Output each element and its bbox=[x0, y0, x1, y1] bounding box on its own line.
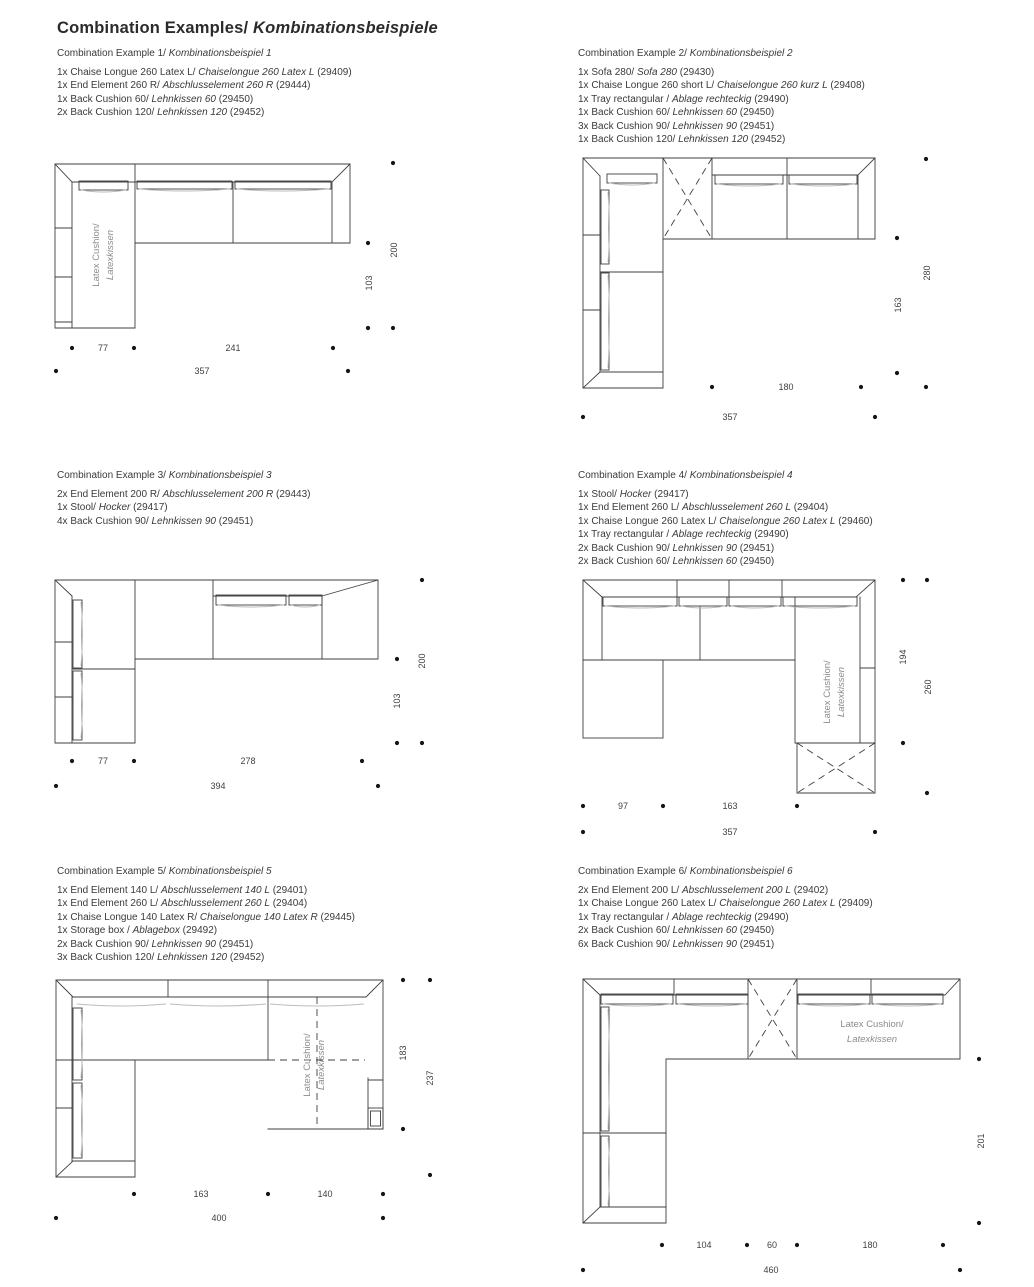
dim-label: 77 bbox=[97, 756, 109, 766]
dim-label: 163 bbox=[722, 801, 738, 811]
latex-cushion-label: Latex Cushion/ bbox=[822, 660, 833, 724]
page-title bbox=[57, 19, 438, 38]
back-cushions bbox=[603, 597, 857, 608]
part-item: 6x Back Cushion 90/ Lehnkissen 90 (29451) bbox=[578, 938, 775, 950]
part-item: 2x Back Cushion 90/ Lehnkissen 90 (29451) bbox=[578, 542, 775, 554]
page-title-en: Combination Examples/ bbox=[57, 19, 249, 38]
part-item: 1x End Element 260 L/ Abschlusselement 260 L (29404) bbox=[578, 502, 829, 514]
dim-label: 104 bbox=[696, 1240, 712, 1250]
part-item: 1x End Element 260 L/ Abschlusselement 260 L (29404) bbox=[57, 898, 308, 910]
part-item: 1x Chaise Longue 260 Latex L/ Chaiselongue 260 Latex L (29409) bbox=[578, 898, 873, 910]
part-item: 1x Tray rectangular / Ablage rechteckig (29490) bbox=[578, 529, 789, 541]
example-3-block bbox=[57, 470, 527, 528]
part-item: 3x Back Cushion 90/ Lehnkissen 90 (29451) bbox=[578, 120, 775, 132]
figure-combination-3 bbox=[40, 555, 460, 800]
part-item: 2x Back Cushion 60/ Lehnkissen 60 (29450) bbox=[578, 925, 775, 937]
part-item: 1x Back Cushion 60/ Lehnkissen 60 (29450) bbox=[578, 107, 775, 119]
sofa-outline bbox=[55, 580, 378, 743]
dim-label: 278 bbox=[240, 756, 256, 766]
dim-label: 103 bbox=[364, 275, 374, 291]
latex-cushion-label: Latexkissen bbox=[846, 1034, 898, 1045]
back-cushions bbox=[73, 595, 322, 740]
figure-combination-4 bbox=[560, 570, 1020, 845]
part-item: 1x Back Cushion 120/ Lehnkissen 120 (29452) bbox=[578, 134, 786, 146]
part-item: 1x Sofa 280/ Sofa 280 (29430) bbox=[578, 67, 715, 78]
dim-label: 60 bbox=[766, 1240, 778, 1250]
dimension-dots bbox=[581, 1057, 981, 1272]
latex-cushion-label: Latex Cushion/ bbox=[91, 223, 102, 287]
dim-label: 103 bbox=[392, 693, 402, 709]
part-item: 1x Chaise Longue 140 Latex R/ Chaiselongue 140 Latex R (29445) bbox=[57, 911, 356, 923]
example-2-heading: Combination Example 2/ Kombinationsbeispiel 2 bbox=[578, 48, 793, 59]
dim-label: 260 bbox=[923, 679, 933, 695]
dim-label: 241 bbox=[225, 343, 241, 353]
dim-label: 97 bbox=[617, 801, 629, 811]
dimension-labels bbox=[696, 1133, 986, 1275]
dim-label: 140 bbox=[317, 1189, 333, 1199]
part-item: 1x Chaise Longue 260 short L/ Chaiselongue 260 kurz L (29408) bbox=[578, 80, 865, 92]
figure-combination-6 bbox=[560, 965, 1034, 1287]
example-6-heading: Combination Example 6/ Kombinationsbeispiel 6 bbox=[578, 866, 793, 877]
part-item: 4x Back Cushion 90/ Lehnkissen 90 (29451) bbox=[57, 515, 254, 527]
dimension-dots bbox=[581, 578, 929, 834]
example-1-heading: Combination Example 1/ Kombinationsbeispiel 1 bbox=[57, 48, 272, 59]
dimension-dots bbox=[54, 578, 424, 788]
part-item: 1x Stool/ Hocker (29417) bbox=[57, 502, 168, 514]
latex-cushion-label: Latexkissen bbox=[316, 1039, 327, 1091]
part-item: 1x Stool/ Hocker (29417) bbox=[578, 489, 689, 500]
part-item: 3x Back Cushion 120/ Lehnkissen 120 (29452) bbox=[57, 952, 265, 964]
dimension-labels bbox=[722, 265, 932, 422]
part-item: 2x Back Cushion 60/ Lehnkissen 60 (29450) bbox=[578, 556, 775, 568]
dim-label: 180 bbox=[778, 382, 794, 392]
dim-label: 180 bbox=[862, 1240, 878, 1250]
example-4-block bbox=[578, 470, 1034, 568]
example-6-block bbox=[578, 866, 1034, 951]
part-item: 1x End Element 140 L/ Abschlusselement 140 L (29401) bbox=[57, 885, 308, 896]
tray-x bbox=[748, 979, 797, 1059]
latex-cushion-label: Latex Cushion/ bbox=[840, 1019, 904, 1030]
part-item: 1x Tray rectangular / Ablage rechteckig (29490) bbox=[578, 93, 789, 105]
latex-cushion-label: Latex Cushion/ bbox=[302, 1033, 313, 1097]
dim-label: 460 bbox=[763, 1265, 779, 1275]
figure-combination-1 bbox=[40, 140, 460, 385]
part-item: 1x Back Cushion 60/ Lehnkissen 60 (29450) bbox=[57, 93, 254, 105]
dim-label: 394 bbox=[210, 781, 226, 791]
sofa-outline bbox=[583, 979, 960, 1223]
example-4-heading: Combination Example 4/ Kombinationsbeispiel 4 bbox=[578, 470, 793, 481]
dim-label: 200 bbox=[417, 653, 427, 669]
page-title-de: Kombinationsbeispiele bbox=[253, 19, 438, 38]
part-item: 2x End Element 200 L/ Abschlusselement 200 L (29402) bbox=[578, 885, 829, 896]
dimension-labels bbox=[98, 242, 399, 376]
dim-label: 200 bbox=[389, 242, 399, 258]
dim-label: 237 bbox=[425, 1070, 435, 1086]
part-item: 1x Tray rectangular / Ablage rechteckig (29490) bbox=[578, 911, 789, 923]
example-2-block bbox=[578, 48, 1034, 146]
dim-label: 357 bbox=[722, 412, 738, 422]
dimension-labels bbox=[193, 1045, 435, 1223]
part-item: 2x Back Cushion 90/ Lehnkissen 90 (29451) bbox=[57, 938, 254, 950]
dim-label: 400 bbox=[211, 1213, 227, 1223]
sofa-outline bbox=[583, 158, 875, 388]
dim-label: 183 bbox=[398, 1045, 408, 1061]
part-item: 1x End Element 260 R/ Abschlusselement 260 R (29444) bbox=[57, 80, 311, 92]
part-item: 1x Storage box / Ablagebox (29492) bbox=[57, 925, 218, 937]
example-1-block bbox=[57, 48, 527, 120]
example-3-heading: Combination Example 3/ Kombinationsbeispiel 3 bbox=[57, 470, 272, 481]
example-5-block bbox=[57, 866, 527, 964]
dim-label: 163 bbox=[193, 1189, 209, 1199]
latex-cushion-label: Latexkissen bbox=[105, 229, 116, 281]
dimension-labels bbox=[618, 649, 933, 837]
dim-label: 194 bbox=[898, 649, 908, 665]
back-cushions bbox=[79, 181, 331, 192]
dim-label: 163 bbox=[893, 297, 903, 313]
latex-cushion-label: Latexkissen bbox=[836, 666, 847, 718]
dim-label: 280 bbox=[922, 265, 932, 281]
dimension-dots bbox=[581, 157, 928, 419]
part-item: 1x Chaise Longue 260 Latex L/ Chaiselongue 260 Latex L (29409) bbox=[57, 67, 352, 78]
tray-x bbox=[797, 743, 875, 793]
part-item: 2x End Element 200 R/ Abschlusselement 200 R (29443) bbox=[57, 489, 311, 500]
dimension-dots bbox=[54, 978, 432, 1220]
sofa-outline bbox=[56, 980, 383, 1177]
part-item: 2x Back Cushion 120/ Lehnkissen 120 (29452) bbox=[57, 107, 265, 119]
part-item: 1x Chaise Longue 260 Latex L/ Chaiselongue 260 Latex L (29460) bbox=[578, 515, 873, 527]
figure-combination-2 bbox=[560, 150, 1010, 430]
dim-label: 77 bbox=[97, 343, 109, 353]
tray-x bbox=[663, 158, 712, 239]
figure-combination-5 bbox=[40, 965, 480, 1230]
example-5-heading: Combination Example 5/ Kombinationsbeispiel 5 bbox=[57, 866, 272, 877]
storage-box bbox=[368, 1108, 383, 1129]
dim-label: 357 bbox=[722, 827, 738, 837]
dimension-labels bbox=[98, 653, 427, 791]
dim-label: 357 bbox=[194, 366, 210, 376]
dim-label: 201 bbox=[976, 1133, 986, 1149]
